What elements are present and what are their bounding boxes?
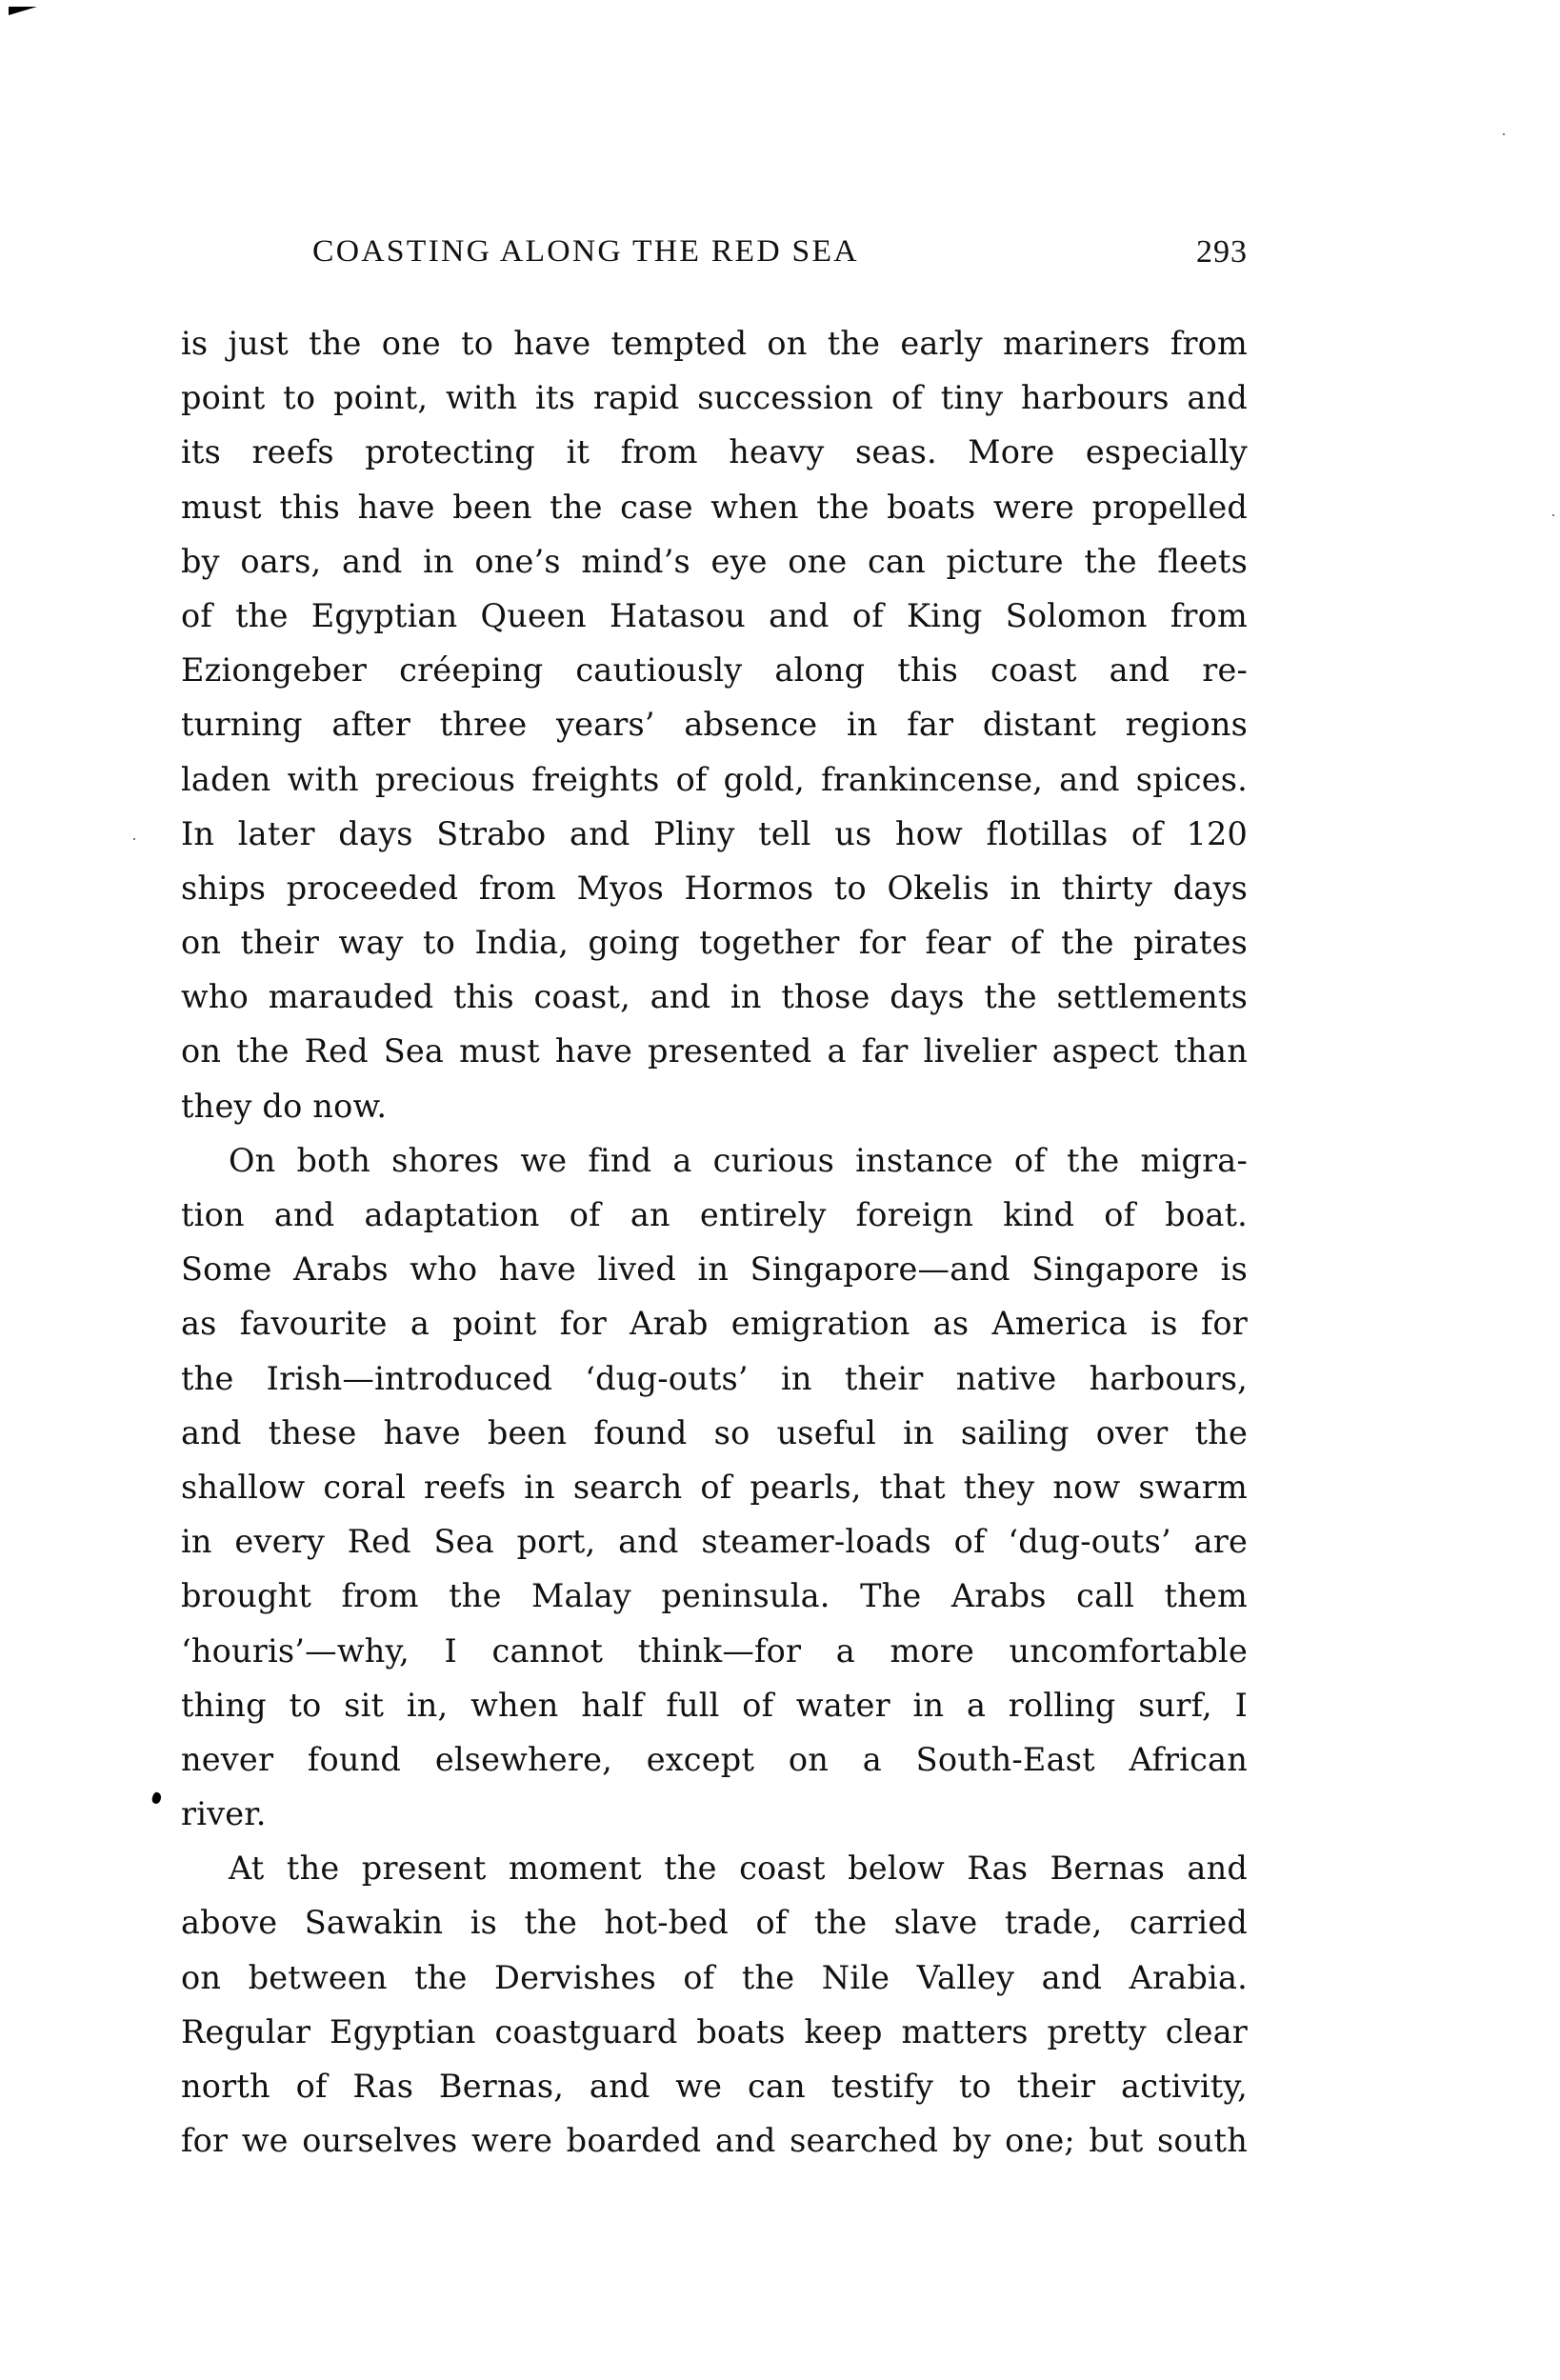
text-line: never found elsewhere, except on a South-East African [181, 1740, 1248, 1778]
text-line: Eziongeber créeping cautiously along this coast and re- [181, 651, 1248, 690]
scan-speck [133, 838, 135, 840]
text-line: they do now. [181, 1087, 388, 1125]
text-line: on the Red Sea must have presented a far livelier aspect than [181, 1032, 1248, 1070]
running-title: COASTING ALONG THE RED SEA [312, 234, 859, 269]
text-line: must this have been the case when the boats were propelled [181, 488, 1248, 526]
text-line: laden with precious freights of gold, frankincense, and spices. [181, 760, 1248, 798]
text-line: who marauded this coast, and in those days the settlements [181, 978, 1248, 1016]
page-number: 293 [1196, 234, 1248, 270]
text-line: on their way to India, going together for fear of the pirates [181, 924, 1248, 962]
text-line: ‘houris’—why, I cannot think—for a more uncomfortable [181, 1631, 1248, 1670]
text-line: north of Ras Bernas, and we can testify to their activity, [181, 2068, 1248, 2105]
ink-blot-mark [150, 1791, 163, 1805]
text-line: above Sawakin is the hot-bed of the slave trade, carried [181, 1904, 1248, 1942]
paragraph [181, 1841, 1248, 2168]
scan-speck [1503, 133, 1505, 135]
text-line: brought from the Malay peninsula. The Arabs call them [181, 1577, 1248, 1615]
body-text [181, 316, 1248, 2168]
text-line: shallow coral reefs in search of pearls, that they now swarm [181, 1468, 1248, 1506]
scan-corner-mark [9, 7, 37, 15]
paragraph [181, 316, 1248, 1133]
text-line: by oars, and in one’s mind’s eye one can picture the fleets [181, 542, 1248, 580]
text-line: On both shores we find a curious instance of the migra- [229, 1141, 1248, 1179]
running-head [181, 234, 1248, 282]
text-line: point to point, with its rapid succession of tiny harbours and [181, 379, 1248, 417]
text-line: is just the one to have tempted on the early mariners from [181, 325, 1248, 362]
text-line: of the Egyptian Queen Hatasou and of King Solomon from [181, 596, 1248, 634]
scan-speck [1552, 514, 1554, 516]
text-line: river. [181, 1795, 267, 1833]
text-line: tion and adaptation of an entirely foreign kind of boat. [181, 1196, 1248, 1233]
text-line: in every Red Sea port, and steamer-loads of ‘dug-outs’ are [181, 1523, 1248, 1561]
text-line: Regular Egyptian coastguard boats keep matters pretty clear [181, 2012, 1248, 2050]
text-line: In later days Strabo and Pliny tell us how flotillas of 120 [181, 814, 1248, 852]
text-line: thing to sit in, when half full of water in a rolling surf, I [181, 1686, 1248, 1724]
text-line: and these have been found so useful in sailing over the [181, 1413, 1248, 1451]
paragraph [181, 1133, 1248, 1841]
text-line: At the present moment the coast below Ras Bernas and [229, 1850, 1248, 1888]
text-line: as favourite a point for Arab emigration as America is for [181, 1305, 1248, 1343]
text-line: ships proceeded from Myos Hormos to Okelis in thirty days [181, 869, 1248, 907]
text-line: the Irish—introduced ‘dug-outs’ in their native harbours, [181, 1359, 1248, 1397]
text-line: for we ourselves were boarded and searched by one; but south [181, 2122, 1248, 2160]
text-line: Some Arabs who have lived in Singapore—and Singapore is [181, 1250, 1248, 1289]
text-line: on between the Dervishes of the Nile Valley and Arabia. [181, 1958, 1248, 1996]
text-line: turning after three years’ absence in far distant regions [181, 706, 1248, 744]
text-line: its reefs protecting it from heavy seas. More especially [181, 433, 1248, 471]
